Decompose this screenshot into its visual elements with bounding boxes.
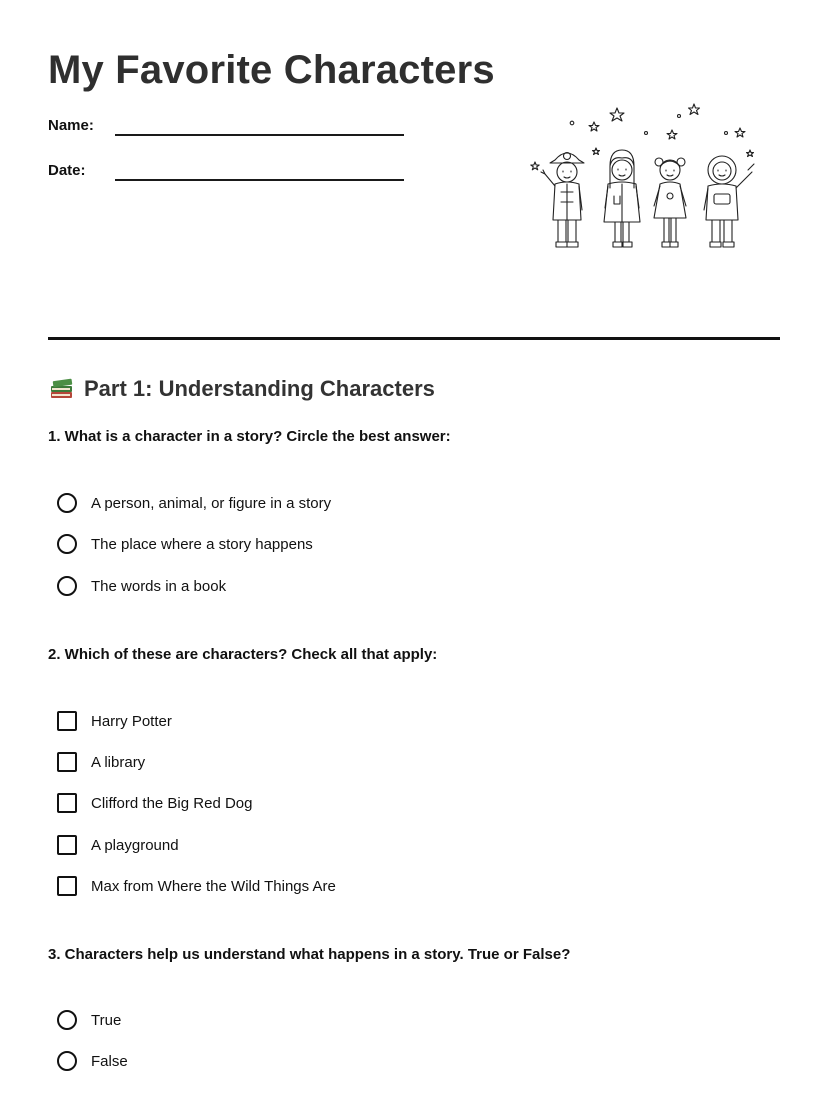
q1-option-2[interactable] bbox=[57, 531, 313, 557]
radio-button[interactable] bbox=[57, 493, 77, 513]
option-label: Clifford the Big Red Dog bbox=[91, 794, 253, 812]
question-2: 2. Which of these are characters? Check all that apply: bbox=[48, 646, 438, 663]
option-label: A library bbox=[91, 753, 146, 771]
checkbox[interactable] bbox=[57, 752, 77, 772]
option-label: A playground bbox=[91, 836, 179, 854]
name-field[interactable] bbox=[48, 113, 408, 141]
option-label: A person, animal, or figure in a story bbox=[91, 494, 332, 512]
q2-option-4[interactable] bbox=[57, 832, 179, 858]
q1-option-3[interactable] bbox=[57, 573, 226, 599]
part1-title: Part 1: Understanding Characters bbox=[84, 376, 435, 401]
checkbox[interactable] bbox=[57, 876, 77, 896]
name-label: Name: bbox=[48, 117, 94, 134]
option-label: The words in a book bbox=[91, 577, 227, 595]
q2-option-1[interactable] bbox=[57, 708, 172, 734]
q3-option-2[interactable] bbox=[57, 1048, 128, 1074]
section-divider bbox=[48, 337, 780, 340]
option-label: Harry Potter bbox=[91, 712, 172, 730]
page-title: My Favorite Characters bbox=[48, 48, 495, 92]
option-label: Max from Where the Wild Things Are bbox=[91, 877, 336, 895]
question-1: 1. What is a character in a story? Circle the best answer: bbox=[48, 428, 451, 445]
q2-option-2[interactable] bbox=[57, 749, 145, 775]
question-3: 3. Characters help us understand what happens in a story. True or False? bbox=[48, 946, 571, 963]
radio-button[interactable] bbox=[57, 1051, 77, 1071]
q2-option-5[interactable] bbox=[57, 873, 336, 899]
radio-button[interactable] bbox=[57, 576, 77, 596]
name-line[interactable] bbox=[115, 134, 404, 136]
option-label: The place where a story happens bbox=[91, 535, 313, 553]
checkbox[interactable] bbox=[57, 711, 77, 731]
q1-option-1[interactable] bbox=[57, 490, 331, 516]
date-label: Date: bbox=[48, 162, 86, 179]
option-label: False bbox=[91, 1052, 128, 1070]
date-field[interactable] bbox=[48, 158, 408, 186]
radio-button[interactable] bbox=[57, 1010, 77, 1030]
q2-option-3[interactable] bbox=[57, 790, 252, 816]
option-label: True bbox=[91, 1011, 122, 1029]
radio-button[interactable] bbox=[57, 534, 77, 554]
date-line[interactable] bbox=[115, 179, 404, 181]
part1-heading bbox=[48, 372, 435, 406]
books-icon bbox=[48, 375, 76, 403]
q3-option-1[interactable] bbox=[57, 1007, 121, 1033]
checkbox[interactable] bbox=[57, 793, 77, 813]
checkbox[interactable] bbox=[57, 835, 77, 855]
kids-characters-illustration bbox=[522, 100, 762, 270]
